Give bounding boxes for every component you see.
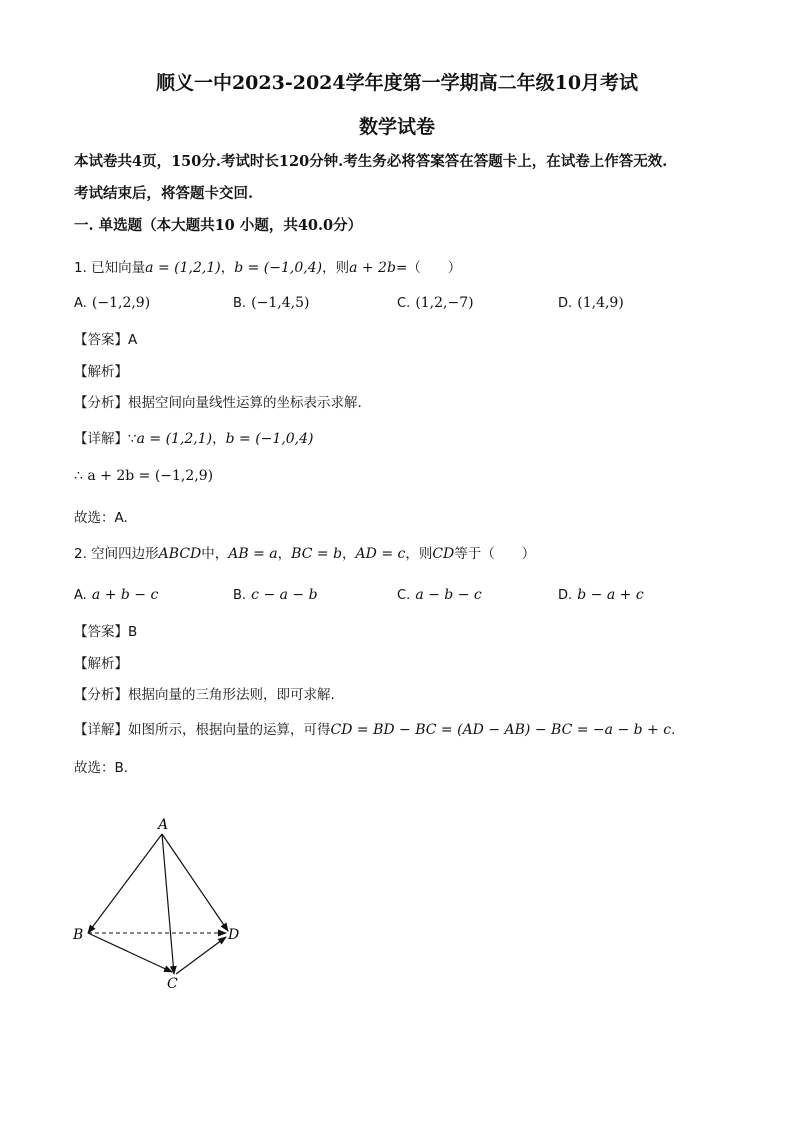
option-value: b − a + c [577,587,644,603]
vertex-label-a: A [158,817,169,833]
option-label: A. [74,296,87,311]
q1-detail-vec-a: a = (1,2,1) [136,431,213,447]
q2-stem-mid: 中， [201,546,229,562]
edge-ad [162,834,228,931]
q2-comma-1: ， [277,546,292,562]
option-label: C. [397,296,411,311]
q1-option-b [233,292,309,311]
q2-fenxi: 【分析】根据向量的三角形法则，即可求解. [74,687,335,703]
q1-answer: 【答案】A [74,332,138,348]
option-value: (−1,4,5) [251,295,310,311]
q1-detail [74,427,314,447]
vertex-label-b: B [73,927,84,943]
intro-line-2: 考试结束后，将答题卡交回. [74,185,254,202]
q1-option-a [74,292,150,311]
vertex-label-c: C [167,976,178,992]
q1-stem-end: =（ ） [395,260,462,276]
q2-choose: 故选：B. [74,760,129,776]
q1-detail-sep: ， [212,431,226,447]
edge-ab [88,834,162,933]
option-label: B. [233,588,247,603]
q2-option-c [397,584,482,603]
option-label: B. [233,296,247,311]
q2-option-b [233,584,318,603]
q2-option-d [558,584,644,603]
q1-sep: ， [220,260,235,276]
q1-fenxi: 【分析】根据空间向量线性运算的坐标表示求解. [74,395,362,411]
tetrahedron-figure [60,812,260,992]
option-label: A. [74,588,87,603]
edge-ac [162,834,174,974]
q2-target: CD [432,546,455,562]
q2-option-a [74,584,158,603]
q2-v1: AB = a [228,546,278,562]
q2-detail-end: . [671,722,676,738]
q1-option-d [558,292,624,311]
option-value: a + b − c [91,587,159,603]
q1-choose: 故选：A. [74,510,128,526]
option-value: a − b − c [415,587,482,603]
q1-stem-prefix: 1. 已知向量 [74,260,146,276]
q2-v2: BC = b [291,546,343,562]
vertex-label-d: D [228,927,240,943]
q1-detail-prefix: 【详解】∵ [74,431,137,447]
q2-stem-end: 等于（ ） [454,546,536,562]
option-label: D. [558,296,573,311]
option-value: (−1,2,9) [91,295,151,311]
q2-answer: 【答案】B [74,624,138,640]
q2-detail-eq: CD = BD − BC = (AD − AB) − BC = −a − b + c [330,722,672,738]
q1-option-c [397,292,474,311]
edge-cd [176,937,226,974]
q1-vec-a: a = (1,2,1) [145,260,221,276]
q2-comma-2: ， [342,546,356,562]
q2-v3: AD = c [355,546,406,562]
q2-detail-prefix: 【详解】如图所示，根据向量的运算，可得 [74,722,331,738]
edge-bc [88,933,172,972]
exam-title: 顺义一中2023-2024学年度第一学期高二年级10月考试 [155,72,639,94]
option-label: D. [558,588,573,603]
q1-analysis-tag: 【解析】 [74,364,128,380]
q1-therefore: ∴ a + 2b = (−1,2,9) [74,468,214,484]
q1-detail-vec-b: b = (−1,0,4) [225,431,314,447]
q1-stem-mid: ，则 [322,260,350,276]
q2-then: ，则 [405,546,433,562]
q2-detail [74,718,675,738]
option-value: (1,4,9) [577,295,624,311]
q1-expr: a + 2b [349,260,396,276]
q1-stem [74,256,461,276]
section-1-title: 一. 单选题（本大题共10 小题，共40.0分） [74,217,363,234]
exam-subtitle: 数学试卷 [358,116,435,138]
option-label: C. [397,588,411,603]
option-value: c − a − b [251,587,318,603]
q2-quad: ABCD [158,546,202,562]
intro-line-1: 本试卷共4页，150分.考试时长120分钟.考生务必将答案答在答题卡上，在试卷上作答无效. [74,153,668,170]
q2-analysis-tag: 【解析】 [74,656,128,672]
q2-stem-prefix: 2. 空间四边形 [74,546,159,562]
q2-stem [74,542,535,562]
option-value: (1,2,−7) [415,295,474,311]
q1-vec-b: b = (−1,0,4) [234,260,323,276]
